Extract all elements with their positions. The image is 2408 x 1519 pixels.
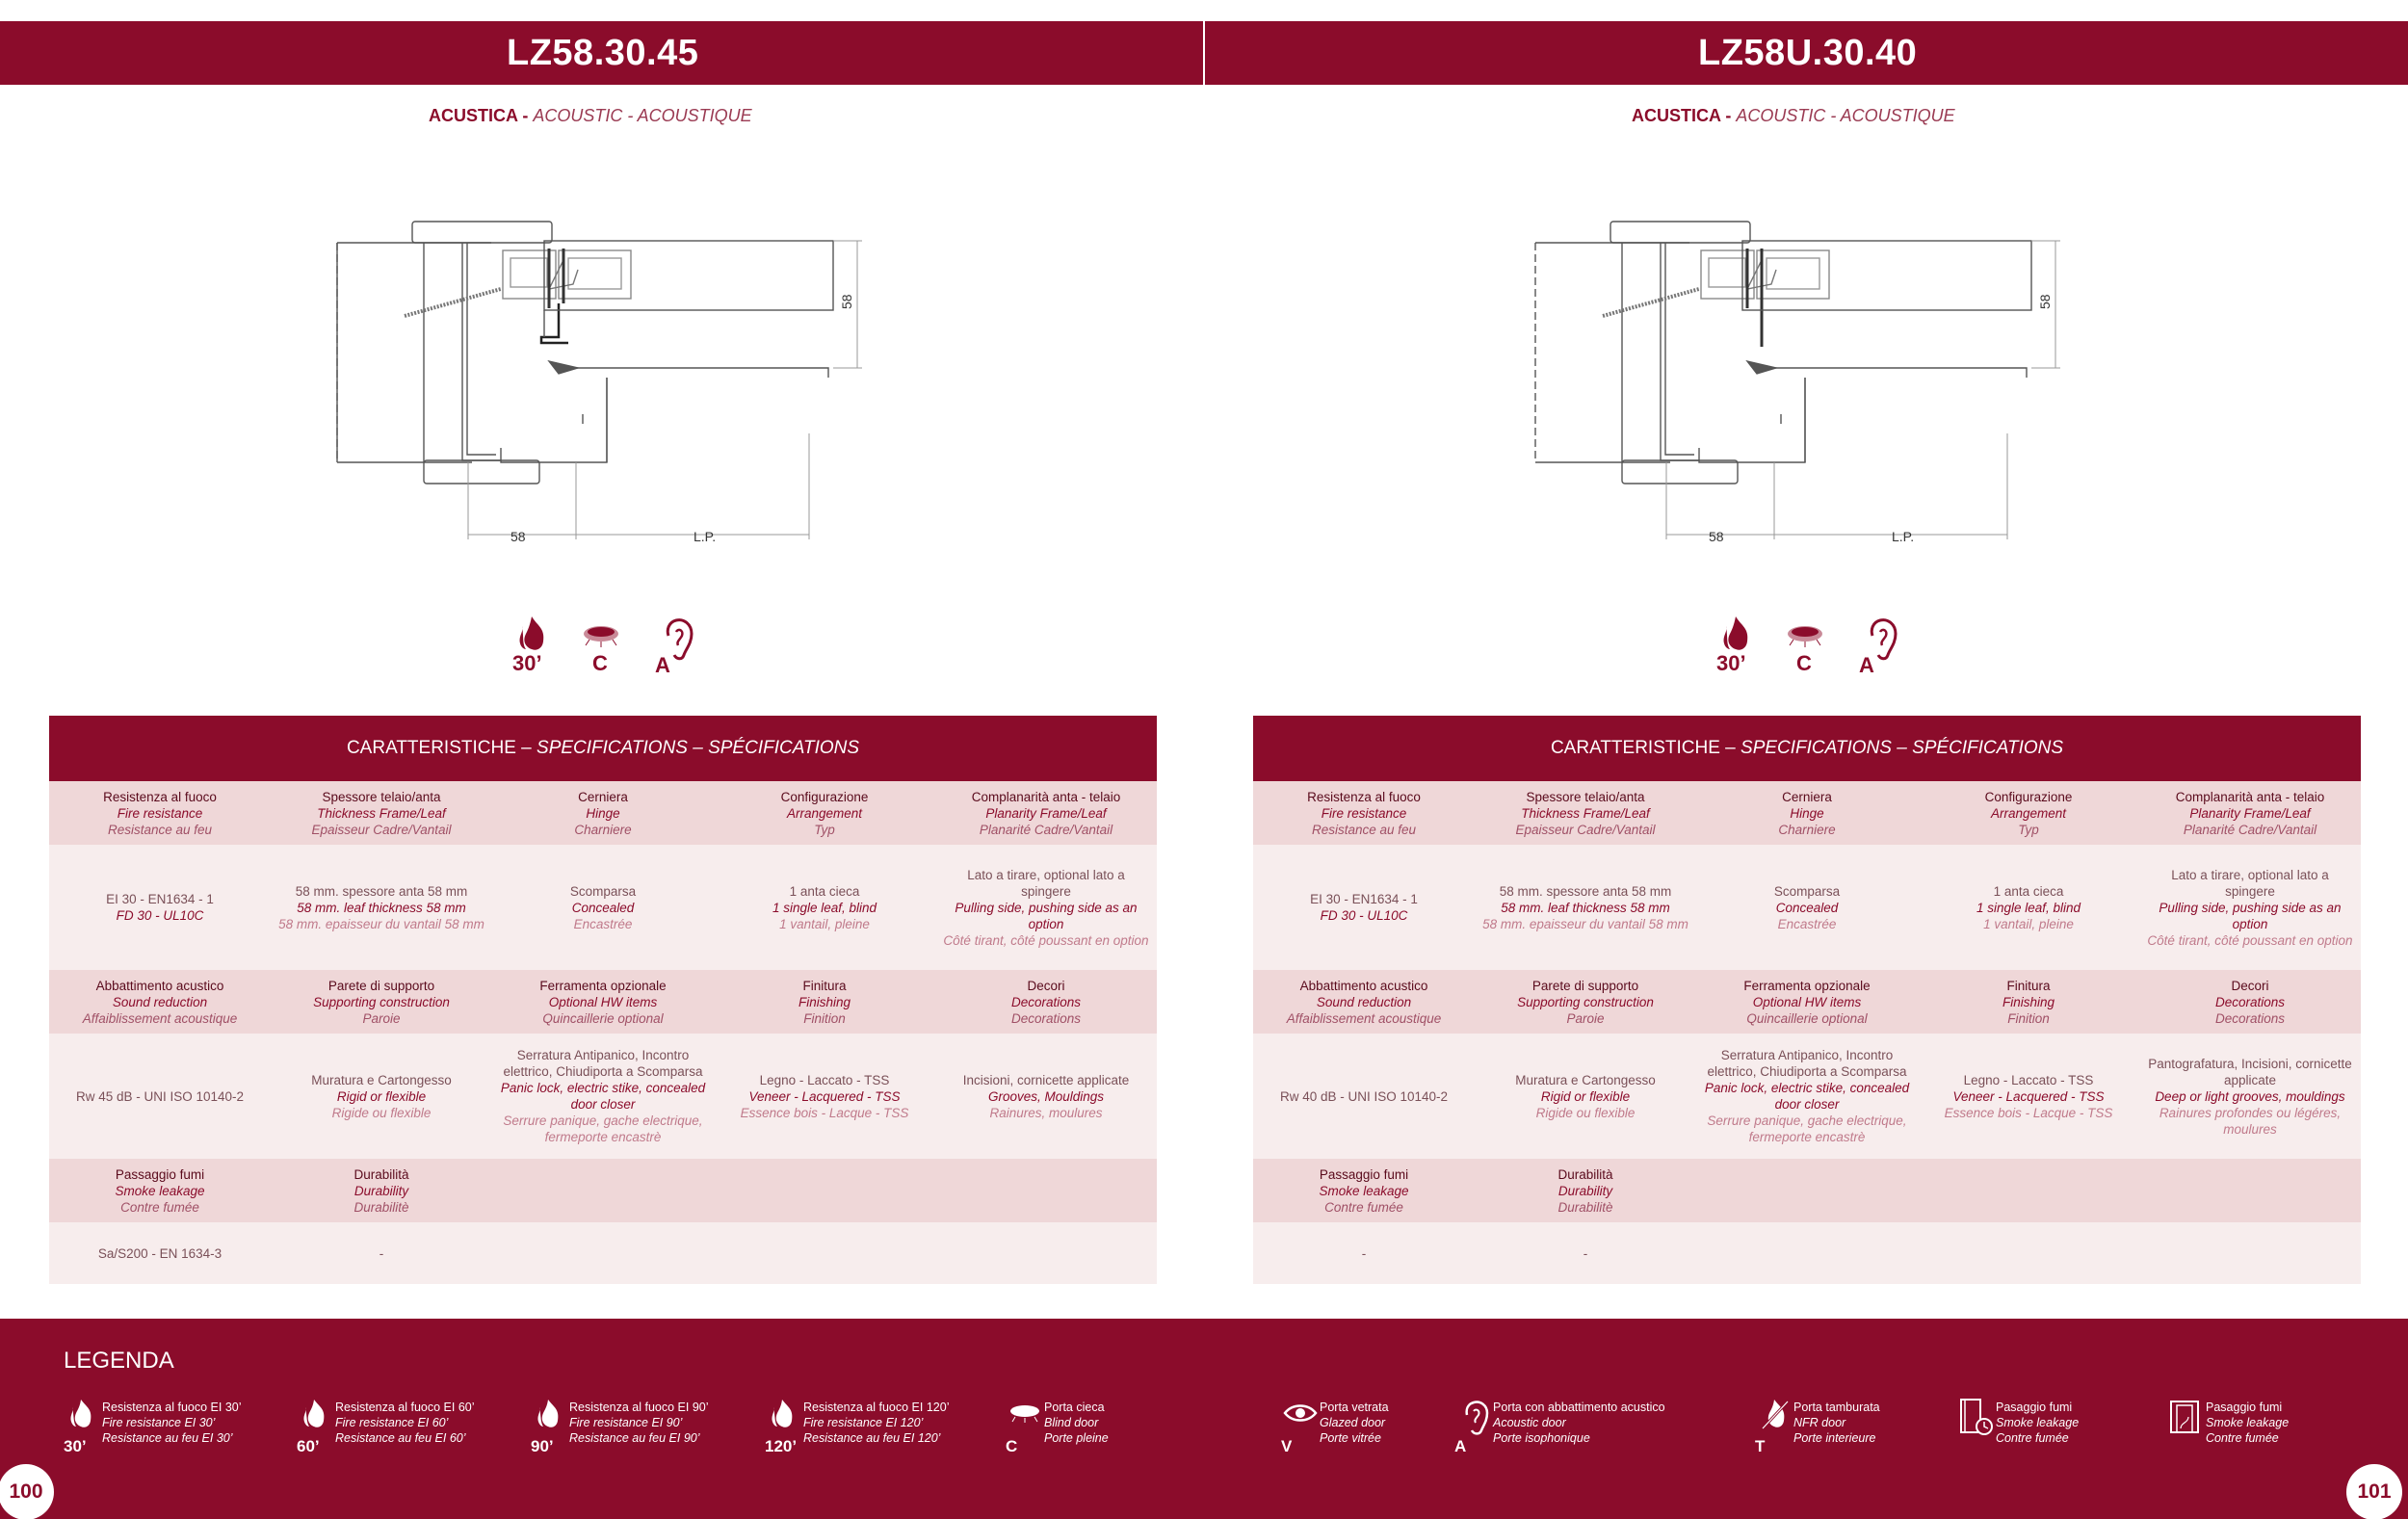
- spec-header-cell: [1475, 781, 1696, 845]
- spec-label-line: Resistenza al fuoco: [1307, 789, 1421, 804]
- legend-line: Blind door: [1044, 1416, 1099, 1429]
- smoke-door-clock-icon: [1957, 1396, 1996, 1454]
- spec-label-line: Typ: [2018, 822, 2039, 837]
- flame-icon: [765, 1396, 803, 1454]
- legend-line: Porte interieure: [1793, 1431, 1876, 1445]
- spec-label-line: Affaiblissement acoustique: [1286, 1010, 1442, 1026]
- flame-icon: [1714, 613, 1763, 674]
- spec-header-cell: [1696, 1159, 1918, 1222]
- spec-value-cell: [1475, 1034, 1696, 1159]
- svg-text:60’: 60’: [297, 1437, 320, 1454]
- legend-title: LEGENDA: [64, 1348, 174, 1374]
- spec-label-line: Contre fumée: [1324, 1199, 1403, 1215]
- spec-label-line: Ferramenta opzionale: [539, 978, 667, 993]
- spec-value-line: Rigid or flexible: [1540, 1088, 1631, 1104]
- left-subtitle: ACUSTICA - ACOUSTIC - ACOUSTIQUE: [429, 106, 752, 125]
- left-section-drawing: [327, 202, 867, 559]
- spec-label-line: Abbattimento acustico: [1299, 978, 1428, 993]
- legend-line: Porta cieca: [1044, 1401, 1105, 1414]
- spec-label-line: Finishing: [798, 994, 851, 1009]
- spec-header-cell: [2139, 970, 2361, 1034]
- smoke-door-icon: [2167, 1396, 2206, 1454]
- spec-label-line: Epaisseur Cadre/Vantail: [311, 822, 452, 837]
- spec-header-cell: [1918, 1159, 2139, 1222]
- ear-icon: [1857, 613, 1905, 674]
- spec-value-line: Scomparsa: [569, 883, 637, 899]
- spec-value-line: Serratura Antipanico, Incontro elettrico, Chiudiporta a Scomparsa: [503, 1048, 703, 1079]
- spec-header-row: [1253, 781, 2361, 845]
- left-dim-frame: 58: [510, 529, 526, 544]
- legend-line: NFR door: [1793, 1416, 1846, 1429]
- spec-label-line: Durability: [353, 1183, 409, 1198]
- svg-text:120’: 120’: [765, 1437, 798, 1454]
- spec-value-line: 58 mm. leaf thickness 58 mm: [1501, 900, 1670, 915]
- spec-value-line: Rw 40 dB - UNI ISO 10140-2: [1279, 1088, 1449, 1104]
- spec-value-line: Legno - Laccato - TSS: [759, 1072, 890, 1087]
- svg-text:C: C: [1006, 1437, 1018, 1454]
- spec-value-line: Rigide ou flexible: [331, 1105, 432, 1120]
- spec-header-cell: [1475, 1159, 1696, 1222]
- spec-label-line: Finition: [2007, 1010, 2050, 1026]
- svg-text:A: A: [1859, 653, 1874, 674]
- spec-header-cell: [49, 1159, 271, 1222]
- ear-icon: [653, 613, 701, 674]
- page-number-right: 101: [2346, 1464, 2402, 1519]
- legend-text: [335, 1400, 475, 1446]
- blind-door-icon: [578, 613, 626, 674]
- spec-value-line: EI 30 - EN1634 - 1: [1310, 892, 1418, 906]
- spec-label-line: Planarité Cadre/Vantail: [2183, 822, 2317, 837]
- spec-label-line: Contre fumée: [120, 1199, 199, 1215]
- spec-label-line: Fire resistance: [117, 805, 203, 821]
- spec-label-line: Durabilitè: [1557, 1199, 1613, 1215]
- legend-text: [102, 1400, 242, 1446]
- spec-label-line: Resistenza al fuoco: [103, 789, 217, 804]
- spec-label-line: Thickness Frame/Leaf: [317, 805, 446, 821]
- spec-header-row: [49, 970, 1157, 1034]
- legend-line: Porte pleine: [1044, 1431, 1109, 1445]
- spec-header-row: [1253, 1159, 2361, 1222]
- spec-value-line: Muratura e Cartongesso: [311, 1072, 452, 1087]
- legend-line: Resistenza al fuoco EI 60’: [335, 1401, 475, 1414]
- spec-value-line: Essence bois - Lacque - TSS: [1944, 1105, 2113, 1120]
- spec-header-cell: [492, 970, 714, 1034]
- legend-line: Pasaggio fumi: [1996, 1401, 2073, 1414]
- spec-value-line: Scomparsa: [1773, 883, 1841, 899]
- spec-value-cell: [1253, 1222, 1475, 1284]
- spec-body: [49, 781, 1157, 1284]
- legend-line: Resistenza al fuoco EI 120’: [803, 1401, 950, 1414]
- spec-value-cell: [1918, 1034, 2139, 1159]
- spec-label-line: Finitura: [802, 978, 847, 993]
- spec-value-cell: [1253, 1034, 1475, 1159]
- spec-value-cell: [1253, 845, 1475, 970]
- spec-header-row: [1253, 970, 2361, 1034]
- spec-label-line: Smoke leakage: [115, 1183, 205, 1198]
- spec-value-line: Essence bois - Lacque - TSS: [740, 1105, 909, 1120]
- legend-line: Porte isophonique: [1493, 1431, 1590, 1445]
- spec-label-line: Complanarità anta - telaio: [2175, 789, 2325, 804]
- spec-label-line: Decorations: [2214, 1010, 2286, 1026]
- spec-label-line: Complanarità anta - telaio: [971, 789, 1121, 804]
- spec-value-line: Panic lock, electric stike, concealed door closer: [1704, 1081, 1910, 1112]
- spec-label-line: Sound reduction: [1316, 994, 1412, 1009]
- spec-label-line: Durabilità: [353, 1166, 409, 1182]
- spec-label-line: Thickness Frame/Leaf: [1521, 805, 1650, 821]
- legend-line: Resistance au feu EI 90’: [569, 1431, 700, 1445]
- spec-value-line: 58 mm. epaisseur du vantail 58 mm: [278, 916, 484, 931]
- spec-value-line: 1 anta cieca: [789, 883, 860, 899]
- spec-value-cell: [1918, 1222, 2139, 1284]
- spec-value-cell: [714, 1034, 935, 1159]
- spec-value-line: Sa/S200 - EN 1634-3: [97, 1245, 222, 1261]
- legend-line: Fire resistance EI 90’: [569, 1416, 683, 1429]
- legend-text: [2206, 1400, 2289, 1446]
- legend-line: Resistance au feu EI 60’: [335, 1431, 466, 1445]
- svg-text:A: A: [1454, 1437, 1467, 1454]
- spec-value-line: -: [1361, 1245, 1367, 1261]
- spec-value-row: [49, 845, 1157, 970]
- spec-value-line: Concealed: [1775, 900, 1839, 915]
- spec-value-line: EI 30 - EN1634 - 1: [106, 892, 214, 906]
- spec-label-line: Durability: [1557, 1183, 1613, 1198]
- left-spec-table: [49, 716, 1157, 1284]
- left-dim-lp: L.P.: [694, 529, 717, 544]
- legend-line: Porta tamburata: [1793, 1401, 1880, 1414]
- legend-text: [1493, 1400, 1665, 1446]
- right-section-drawing: [1526, 202, 2065, 559]
- spec-header-row: [49, 1159, 1157, 1222]
- spec-label-line: Hinge: [586, 805, 620, 821]
- spec-value-cell: [49, 1034, 271, 1159]
- legend-line: Fire resistance EI 120’: [803, 1416, 924, 1429]
- spec-value-line: Deep or light grooves, mouldings: [2155, 1088, 2345, 1104]
- spec-header-row: [49, 781, 1157, 845]
- spec-value-line: Côté tirant, côté poussant en option: [943, 932, 1149, 948]
- legend-line: Pasaggio fumi: [2206, 1401, 2283, 1414]
- spec-value-cell: [2139, 845, 2361, 970]
- spec-value-cell: [2139, 1034, 2361, 1159]
- spec-header-cell: [1253, 1159, 1475, 1222]
- spec-value-line: 1 anta cieca: [1993, 883, 2064, 899]
- spec-value-row: [49, 1222, 1157, 1284]
- spec-header-cell: [1696, 970, 1918, 1034]
- spec-value-line: FD 30 - UL10C: [1320, 908, 1408, 923]
- svg-text:T: T: [1755, 1437, 1766, 1454]
- spec-value-cell: [271, 1222, 492, 1284]
- legend-bar: [0, 1319, 2408, 1519]
- legend-text: [803, 1400, 949, 1446]
- spec-label-line: Configurazione: [1984, 789, 2073, 804]
- spec-header-cell: [1696, 781, 1918, 845]
- spec-header-cell: [2139, 781, 2361, 845]
- spec-value-line: Côté tirant, côté poussant en option: [2147, 932, 2353, 948]
- spec-label-line: Finition: [803, 1010, 846, 1026]
- legend-text: [569, 1400, 709, 1446]
- right-spec-table: [1253, 716, 2361, 1284]
- legend-line: Porta con abbattimento acustico: [1493, 1401, 1665, 1414]
- blind-door-icon: [1006, 1396, 1044, 1454]
- svg-text:C: C: [592, 651, 608, 674]
- spec-label-line: Durabilità: [1557, 1166, 1613, 1182]
- spec-header-cell: [935, 970, 1157, 1034]
- flame-icon: [297, 1396, 335, 1454]
- spec-value-cell: [492, 1034, 714, 1159]
- spec-value-line: -: [1583, 1245, 1588, 1261]
- spec-value-cell: [935, 1222, 1157, 1284]
- spec-value-line: Pulling side, pushing side as an option: [2159, 900, 2342, 931]
- legend-line: Porte vitrée: [1320, 1431, 1381, 1445]
- legend-line: Porta vetrata: [1320, 1401, 1389, 1414]
- spec-label-line: Supporting construction: [1517, 994, 1654, 1009]
- spec-value-line: 1 single leaf, blind: [1976, 900, 2081, 915]
- legend-line: Resistenza al fuoco EI 30’: [102, 1401, 242, 1414]
- spec-header-cell: [935, 1159, 1157, 1222]
- spec-value-line: Rw 45 dB - UNI ISO 10140-2: [75, 1088, 245, 1104]
- flame-icon: [64, 1396, 102, 1454]
- spec-value-line: Encastrée: [1777, 916, 1837, 931]
- spec-value-line: 1 vantail, pleine: [1983, 916, 2074, 931]
- spec-label-line: Sound reduction: [112, 994, 208, 1009]
- spec-value-cell: [1475, 1222, 1696, 1284]
- legend-text: [1793, 1400, 1880, 1446]
- spec-label-line: Planarité Cadre/Vantail: [979, 822, 1113, 837]
- spec-label-line: Parete di supporto: [1531, 978, 1639, 993]
- spec-value-cell: [271, 1034, 492, 1159]
- spec-value-line: 58 mm. spessore anta 58 mm: [295, 883, 468, 899]
- spec-label-line: Decorations: [1010, 994, 1082, 1009]
- spec-header-cell: [49, 781, 271, 845]
- spec-header-cell: [271, 1159, 492, 1222]
- spec-label-line: Configurazione: [780, 789, 869, 804]
- flame-slash-icon: [1755, 1396, 1793, 1454]
- spec-label-line: Fire resistance: [1321, 805, 1407, 821]
- spec-value-line: Pantografatura, Incisioni, cornicette applicate: [2148, 1056, 2352, 1087]
- spec-value-line: -: [379, 1245, 384, 1261]
- spec-value-line: Panic lock, electric stike, concealed door closer: [500, 1081, 706, 1112]
- spec-label-line: Finitura: [2006, 978, 2051, 993]
- spec-value-cell: [935, 845, 1157, 970]
- left-product-title: LZ58.30.45: [507, 33, 699, 73]
- spec-value-cell: [935, 1034, 1157, 1159]
- right-subtitle: ACUSTICA - ACOUSTIC - ACOUSTIQUE: [1632, 106, 1955, 125]
- spec-label-line: Optional HW items: [548, 994, 658, 1009]
- flame-icon: [531, 1396, 569, 1454]
- legend-text: [1996, 1400, 2079, 1446]
- spec-header-cell: [1918, 970, 2139, 1034]
- spec-value-cell: [492, 1222, 714, 1284]
- spec-label-line: Quincaillerie optional: [1746, 1010, 1868, 1026]
- spec-value-line: 58 mm. leaf thickness 58 mm: [297, 900, 466, 915]
- spec-value-line: Veneer - Lacquered - TSS: [748, 1088, 901, 1104]
- spec-header-cell: [1475, 970, 1696, 1034]
- right-product-title: LZ58U.30.40: [1698, 33, 1918, 73]
- legend-text: [1320, 1400, 1389, 1446]
- spec-header-cell: [492, 1159, 714, 1222]
- right-dim-frame: 58: [1709, 529, 1724, 544]
- spec-value-line: Rigide ou flexible: [1535, 1105, 1636, 1120]
- svg-text:A: A: [655, 653, 670, 674]
- spec-label-line: Charniere: [1778, 822, 1836, 837]
- spec-header-cell: [1918, 781, 2139, 845]
- svg-text:30’: 30’: [512, 651, 542, 674]
- spec-value-line: Veneer - Lacquered - TSS: [1952, 1088, 2105, 1104]
- svg-text:90’: 90’: [531, 1437, 554, 1454]
- spec-label-line: Passaggio fumi: [115, 1166, 205, 1182]
- spec-label-line: Decori: [2231, 978, 2269, 993]
- right-dim-height: 58: [2037, 294, 2053, 309]
- page-number-left: 100: [0, 1464, 54, 1519]
- spec-value-line: Rainures, moulures: [989, 1105, 1103, 1120]
- spec-label-line: Paroie: [1566, 1010, 1605, 1026]
- spec-header-cell: [49, 970, 271, 1034]
- spec-value-cell: [1696, 1034, 1918, 1159]
- spec-label-line: Paroie: [362, 1010, 401, 1026]
- spec-label-line: Cerniera: [1782, 789, 1832, 804]
- spec-label-line: Arrangement: [786, 805, 863, 821]
- spec-label-line: Typ: [814, 822, 835, 837]
- spec-label-line: Hinge: [1790, 805, 1824, 821]
- spec-label-line: Optional HW items: [1752, 994, 1862, 1009]
- spec-label-line: Resistance au feu: [1311, 822, 1417, 837]
- spec-value-line: Serrure panique, gache electrique, fermeporte encastrè: [503, 1113, 703, 1144]
- spec-value-line: Grooves, Mouldings: [987, 1088, 1105, 1104]
- spec-value-line: 58 mm. spessore anta 58 mm: [1499, 883, 1672, 899]
- blind-door-icon: [1782, 613, 1830, 674]
- spec-value-line: Concealed: [571, 900, 635, 915]
- spec-label-line: Arrangement: [1990, 805, 2067, 821]
- spec-label-line: Decorations: [2214, 994, 2286, 1009]
- spec-header: CARATTERISTICHE – SPECIFICATIONS – SPÉCIFICATIONS: [1253, 716, 2361, 781]
- legend-line: Fire resistance EI 60’: [335, 1416, 449, 1429]
- legend-text: [1044, 1400, 1109, 1446]
- legend-line: Resistance au feu EI 30’: [102, 1431, 233, 1445]
- legend-line: Fire resistance EI 30’: [102, 1416, 216, 1429]
- spec-label-line: Epaisseur Cadre/Vantail: [1515, 822, 1656, 837]
- spec-label-line: Durabilitè: [353, 1199, 409, 1215]
- spec-header-cell: [2139, 1159, 2361, 1222]
- legend-line: Contre fumée: [2206, 1431, 2279, 1445]
- spec-label-line: Charniere: [574, 822, 632, 837]
- spec-value-cell: [49, 1222, 271, 1284]
- spec-header-cell: [1253, 970, 1475, 1034]
- legend-line: Resistance au feu EI 120’: [803, 1431, 941, 1445]
- spec-header-cell: [271, 781, 492, 845]
- spec-header-cell: [271, 970, 492, 1034]
- spec-value-cell: [1475, 845, 1696, 970]
- spec-label-line: Planarity Frame/Leaf: [2189, 805, 2311, 821]
- spec-label-line: Smoke leakage: [1319, 1183, 1409, 1198]
- spec-value-row: [49, 1034, 1157, 1159]
- spec-value-cell: [1696, 845, 1918, 970]
- spec-label-line: Decorations: [1010, 1010, 1082, 1026]
- spec-value-line: Serratura Antipanico, Incontro elettrico, Chiudiporta a Scomparsa: [1707, 1048, 1907, 1079]
- flame-icon: [510, 613, 559, 674]
- spec-header-cell: [935, 781, 1157, 845]
- spec-label-line: Parete di supporto: [327, 978, 435, 993]
- spec-value-line: Rigid or flexible: [336, 1088, 427, 1104]
- spec-value-line: Legno - Laccato - TSS: [1963, 1072, 2094, 1087]
- spec-label-line: Ferramenta opzionale: [1743, 978, 1871, 993]
- spec-value-row: [1253, 845, 2361, 970]
- eye-icon: [1281, 1396, 1320, 1454]
- right-title-bar: [1205, 21, 2408, 85]
- spec-value-cell: [271, 845, 492, 970]
- spec-value-cell: [1918, 845, 2139, 970]
- spec-value-cell: [1696, 1222, 1918, 1284]
- legend-line: Contre fumée: [1996, 1431, 2069, 1445]
- svg-text:30’: 30’: [1716, 651, 1746, 674]
- spec-value-cell: [49, 845, 271, 970]
- svg-text:V: V: [1281, 1437, 1293, 1454]
- spec-label-line: Resistance au feu: [107, 822, 213, 837]
- ear-icon: [1454, 1396, 1493, 1454]
- spec-value-row: [1253, 1034, 2361, 1159]
- spec-label-line: Planarity Frame/Leaf: [985, 805, 1107, 821]
- spec-header-cell: [492, 781, 714, 845]
- spec-label-line: Passaggio fumi: [1319, 1166, 1409, 1182]
- legend-line: Smoke leakage: [2206, 1416, 2290, 1429]
- spec-label-line: Spessore telaio/anta: [1526, 789, 1645, 804]
- spec-value-line: 1 single leaf, blind: [772, 900, 877, 915]
- spec-value-line: Pulling side, pushing side as an option: [955, 900, 1138, 931]
- spec-label-line: Finishing: [2002, 994, 2055, 1009]
- spec-value-row: [1253, 1222, 2361, 1284]
- spec-label-line: Decori: [1027, 978, 1065, 993]
- spec-value-cell: [492, 845, 714, 970]
- spec-label-line: Quincaillerie optional: [542, 1010, 664, 1026]
- spec-value-line: 58 mm. epaisseur du vantail 58 mm: [1482, 916, 1688, 931]
- svg-text:30’: 30’: [64, 1437, 87, 1454]
- spec-label-line: Abbattimento acustico: [95, 978, 224, 993]
- spec-value-line: Muratura e Cartongesso: [1515, 1072, 1656, 1087]
- spec-value-line: Encastrée: [573, 916, 633, 931]
- spec-value-line: Lato a tirare, optional lato a spingere: [967, 867, 1125, 899]
- spec-value-line: Lato a tirare, optional lato a spingere: [2171, 867, 2329, 899]
- spec-header-cell: [714, 1159, 935, 1222]
- spec-value-line: FD 30 - UL10C: [116, 908, 204, 923]
- spec-value-line: Rainures profondes ou légéres, moulures: [2159, 1105, 2342, 1137]
- spec-label-line: Cerniera: [578, 789, 628, 804]
- spec-value-cell: [714, 1222, 935, 1284]
- spec-value-line: 1 vantail, pleine: [779, 916, 870, 931]
- spec-value-cell: [714, 845, 935, 970]
- right-dim-lp: L.P.: [1892, 529, 1915, 544]
- left-title-bar: [0, 21, 1203, 85]
- spec-label-line: Supporting construction: [313, 994, 450, 1009]
- legend-line: Resistenza al fuoco EI 90’: [569, 1401, 709, 1414]
- spec-value-cell: [2139, 1222, 2361, 1284]
- legend-line: Acoustic door: [1493, 1416, 1566, 1429]
- legend-line: Smoke leakage: [1996, 1416, 2080, 1429]
- spec-label-line: Spessore telaio/anta: [322, 789, 441, 804]
- spec-label-line: Affaiblissement acoustique: [82, 1010, 238, 1026]
- svg-text:C: C: [1796, 651, 1812, 674]
- spec-header-cell: [714, 970, 935, 1034]
- legend-line: Glazed door: [1320, 1416, 1386, 1429]
- spec-value-line: Serrure panique, gache electrique, fermeporte encastrè: [1707, 1113, 1907, 1144]
- spec-header: CARATTERISTICHE – SPECIFICATIONS – SPÉCIFICATIONS: [49, 716, 1157, 781]
- spec-header-cell: [714, 781, 935, 845]
- spec-header-cell: [1253, 781, 1475, 845]
- left-dim-height: 58: [839, 294, 854, 309]
- spec-value-line: Incisioni, cornicette applicate: [962, 1072, 1130, 1087]
- spec-body: [1253, 781, 2361, 1284]
